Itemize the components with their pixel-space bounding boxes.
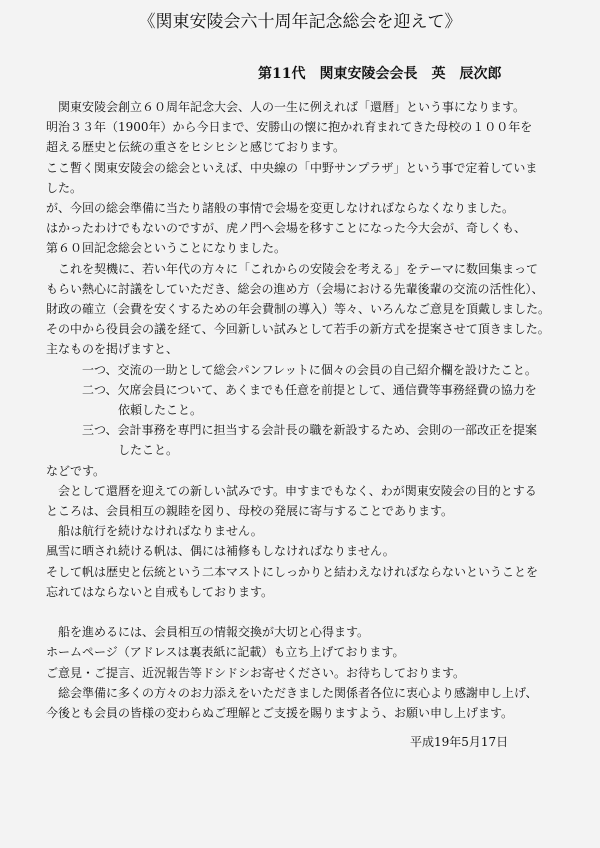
body-line: ご意見・ご提言、近況報告等ドシドシお寄せください。お待ちしております。 [46,665,466,680]
body-line: 一つ、交流の一助として総会パンフレットに個々の会員の自己紹介欄を設けたこと。 [46,362,537,377]
body-line: したこと。 [46,443,179,458]
body-line: 三つ、会計事務を専門に担当する会計長の職を新設するため、会則の一部改正を提案 [46,423,538,438]
body-line: などです。 [46,463,106,478]
body-line: その中から役員会の議を経て、今回新しい試みとして若手の新方式を提案させて頂きました。 [46,322,550,337]
body-line: 依頼したこと。 [46,403,203,417]
body-line: 船を進めるには、会員相互の情報交換が大切と心得ます。 [46,625,370,640]
body-line: ところは、会員相互の親睦を図り、母校の発展に寄与することであります。 [46,504,454,518]
body-line: そして帆は歴史と伝統という二本マストにしっかりと結わえなければならないということを [46,564,539,579]
body-line: はかったわけでもないのですが、虎ノ門へ会場を移すことになった今大会が、奇しくも、 [46,221,527,236]
body-line: 船は航行を続けなければなりません。 [46,524,263,539]
body-line: もらい熱心に討議をしていただき、総会の進め方（会場における先輩後輩の交流の活性化）、 [46,281,544,296]
body-line: 会として還暦を迎えての新しい試みです。申すまでもなく、わが関東安陵会の目的とする [46,483,537,498]
body-line: 今後とも会員の皆様の変わらぬご理解とご支援を賜りますよう、お願い申し上げます。 [46,706,514,720]
body-line: 総会準備に多くの方々のお力添えをいただきました関係者各位に衷心より感謝申し上げ、 [46,685,538,700]
body-line: 財政の確立（会費を安くするための年会費制の導入）等々、いろんなご意見を頂戴しました。 [46,302,551,316]
body-line: 関東安陵会創立６０周年記念大会、人の一生に例えれば「還暦」という事になります。 [46,100,526,114]
body-line: 超える歴史と伝統の重さをヒシヒシと感じております。 [46,140,346,155]
author-line: 第11代 関東安陵会会長 英 辰次郎 [258,66,502,82]
body-line: 忘れてはならないと自戒もしております。 [46,584,274,599]
document-date: 平成19年5月17日 [410,735,509,749]
body-line: 明治３３年（1900年）から今日まで、安勝山の懐に抱かれ育まれてきた母校の１００年を [46,120,533,135]
body-line: した。 [46,180,83,195]
document-title: 《関東安陵会六十周年記念総会を迎えて》 [138,12,462,32]
body-line: 風雪に晒され続ける帆は、偶には補修もしなければなりません。 [46,544,395,559]
body-line: ホームページ（アドレスは裏表紙に記載）も立ち上げております。 [46,645,405,660]
body-line: ここ暫く関東安陵会の総会といえば、中央線の「中野サンプラザ」という事で定着していま [46,160,538,175]
body-line: 第６０回記念総会ということになりました。 [46,241,287,256]
body-line: が、今回の総会準備に当たり諸般の事情で会場を変更しなければならなくなりました。 [46,201,515,215]
body-line: 二つ、欠席会員について、あくまでも任意を前提として、通信費等事務経費の協力を [46,382,537,397]
body-line: これを契機に、若い年代の方々に「これからの安陵会を考える」をテーマに数回集まって [46,261,539,276]
body-line: 主なものを掲げますと、 [46,342,179,357]
